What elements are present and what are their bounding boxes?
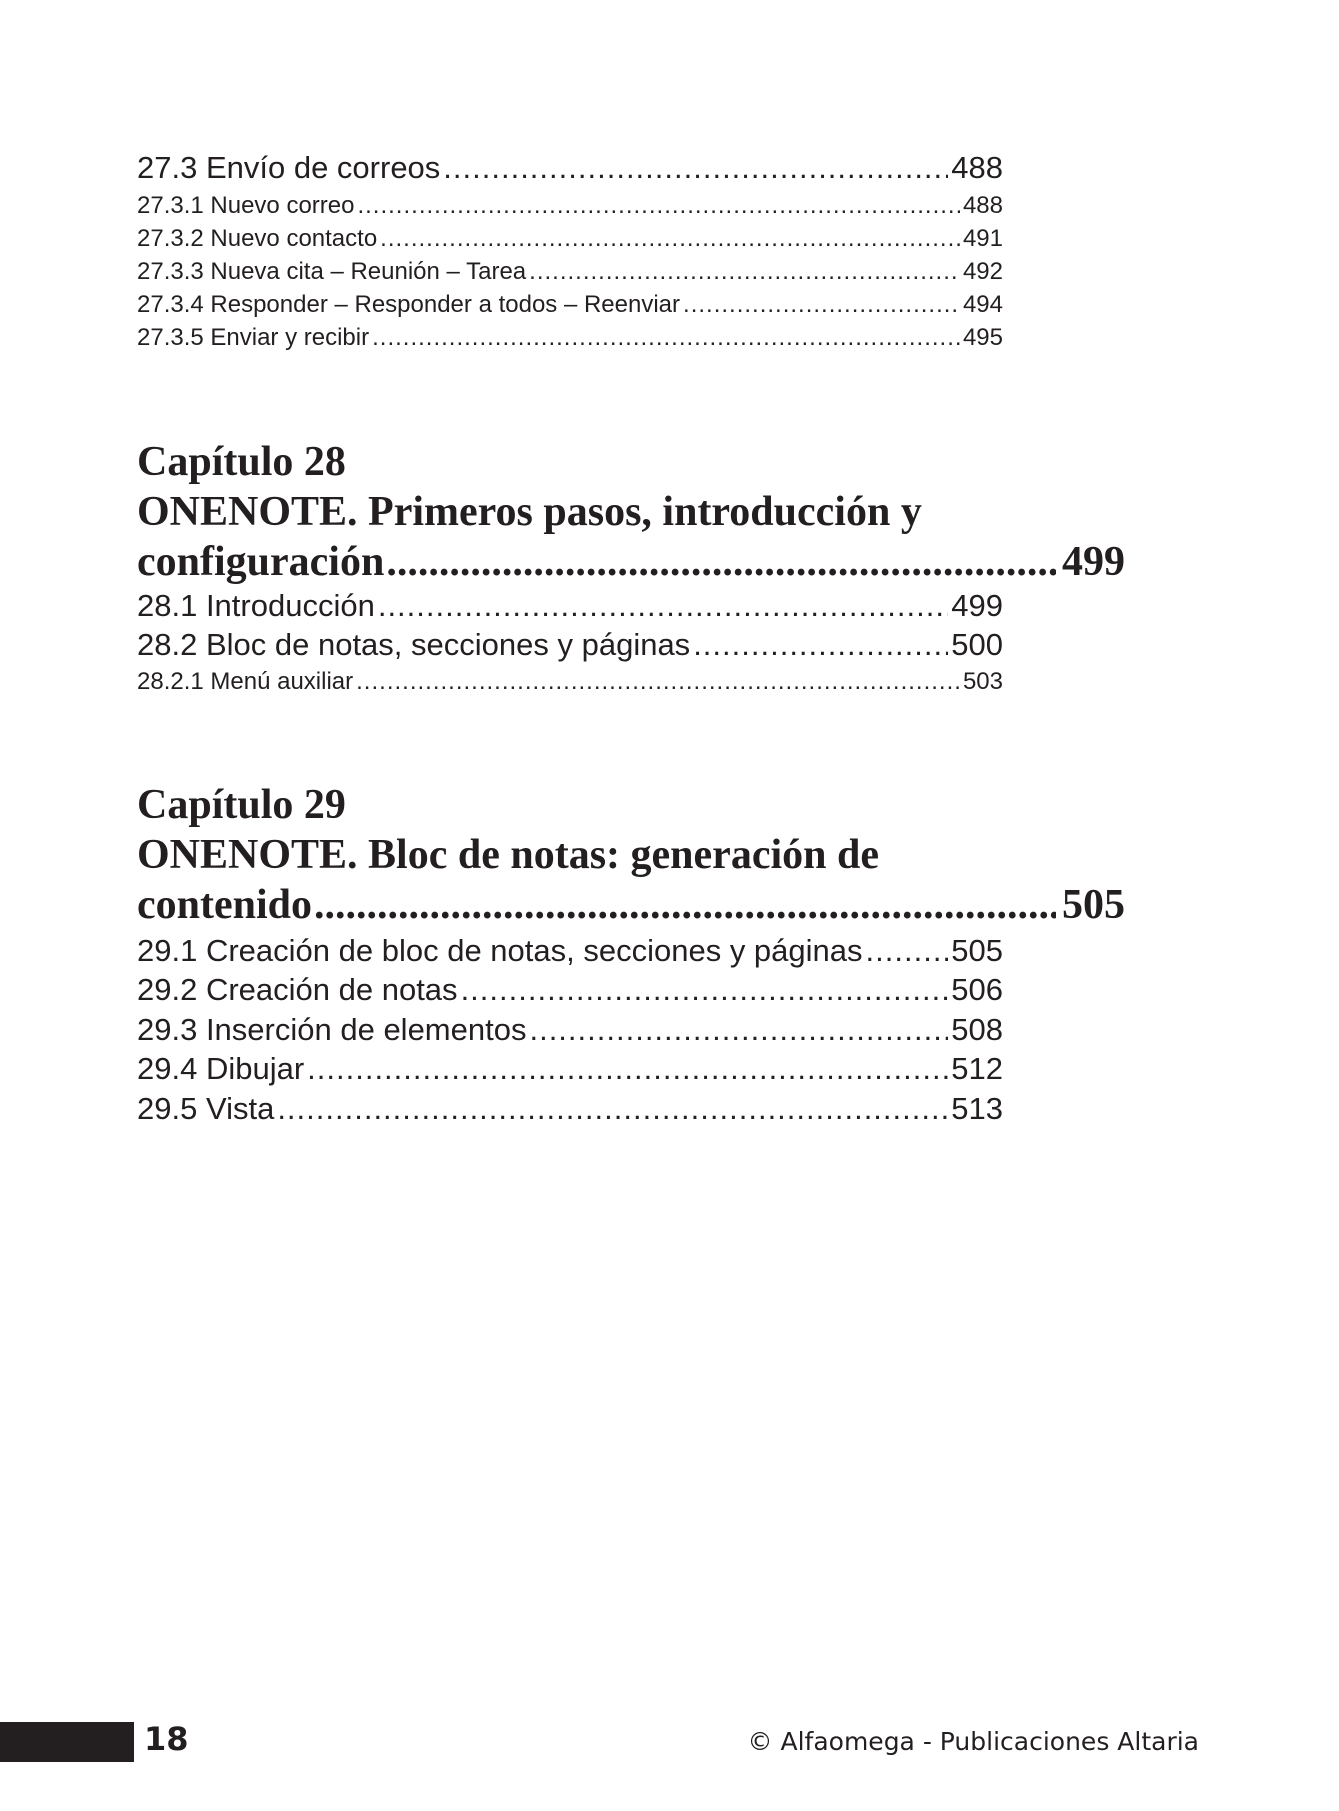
toc-entry-page: 508	[951, 1012, 1003, 1047]
dot-leader	[683, 291, 960, 319]
dot-leader	[386, 538, 1056, 586]
toc-entry-page: 492	[962, 258, 1003, 285]
chapter-title-row	[137, 881, 1125, 929]
toc-entry	[137, 627, 1003, 663]
toc-entry-title: 28.1 Introducción	[137, 588, 375, 623]
toc-entry-title: 29.4 Dibujar	[137, 1051, 305, 1086]
toc-entry	[137, 588, 1003, 624]
dot-leader	[372, 324, 960, 352]
chapter-title-end: contenido	[137, 882, 313, 928]
toc-entry	[137, 1012, 1003, 1048]
toc-entry	[137, 192, 1003, 220]
toc-entry	[137, 668, 1003, 696]
chapter-title-end: configuración	[137, 539, 385, 585]
toc-entry-title: 27.3.1 Nuevo correo	[137, 192, 355, 219]
publisher-credit: © Alfaomega - Publicaciones Altaria	[747, 1727, 1199, 1756]
toc-entry-title: 28.2.1 Menú auxiliar	[137, 668, 354, 695]
toc-entry-page: 503	[962, 668, 1003, 695]
dot-leader	[314, 881, 1056, 929]
dot-leader	[277, 1091, 948, 1127]
chapter-page: 505	[1062, 882, 1125, 928]
dot-leader	[866, 933, 949, 969]
dot-leader	[693, 627, 948, 663]
toc-entry-page: 505	[951, 933, 1003, 968]
toc-entry	[137, 1051, 1003, 1087]
chapter-number: Capítulo 29	[137, 782, 346, 828]
chapter-title: ONENOTE. Bloc de notas: generación de	[137, 832, 879, 878]
toc-entry-page: 500	[951, 627, 1003, 662]
toc-entry-title: 29.1 Creación de bloc de notas, secciones y páginas	[137, 933, 863, 968]
toc-entry-title: 27.3.5 Enviar y recibir	[137, 324, 370, 351]
toc-entry	[137, 291, 1003, 319]
toc-entry-page: 513	[951, 1091, 1003, 1126]
toc-entry-page: 491	[962, 225, 1003, 252]
chapter-title-row	[137, 538, 1125, 586]
dot-leader	[378, 588, 948, 624]
dot-leader	[461, 972, 949, 1008]
toc-entry-page: 488	[951, 150, 1003, 185]
toc-entry-title: 27.3 Envío de correos	[137, 150, 441, 185]
toc-entry	[137, 258, 1003, 286]
toc-entry	[137, 150, 1003, 186]
toc-entry	[137, 972, 1003, 1008]
chapter-title: ONENOTE. Primeros pasos, introducción y	[137, 489, 922, 535]
toc-entry-title: 29.2 Creación de notas	[137, 972, 458, 1007]
dot-leader	[307, 1051, 948, 1087]
chapter-number: Capítulo 28	[137, 439, 346, 485]
toc-entry-title: 28.2 Bloc de notas, secciones y páginas	[137, 627, 691, 662]
toc-entry	[137, 933, 1003, 969]
toc-entry-page: 495	[962, 324, 1003, 351]
toc-entry-title: 27.3.4 Responder – Responder a todos – Reenviar	[137, 291, 681, 318]
toc-entry-page: 506	[951, 972, 1003, 1007]
dot-leader	[443, 150, 948, 186]
toc-entry-page: 499	[951, 588, 1003, 623]
dot-leader	[529, 1012, 948, 1048]
page-number: 18	[144, 1720, 189, 1758]
toc-entry	[137, 1091, 1003, 1127]
dot-leader	[529, 258, 960, 286]
footer-bar	[0, 1722, 134, 1762]
toc-entry-page: 512	[951, 1051, 1003, 1086]
toc-entry	[137, 324, 1003, 352]
toc-entry-title: 29.5 Vista	[137, 1091, 275, 1126]
toc-entry-page: 488	[962, 192, 1003, 219]
toc-entry-page: 494	[962, 291, 1003, 318]
toc-entry-title: 27.3.3 Nueva cita – Reunión – Tarea	[137, 258, 527, 285]
dot-leader	[380, 225, 960, 253]
dot-leader	[357, 192, 959, 220]
toc-entry-title: 29.3 Inserción de elementos	[137, 1012, 527, 1047]
dot-leader	[356, 668, 960, 696]
toc-entry	[137, 225, 1003, 253]
toc-entry-title: 27.3.2 Nuevo contacto	[137, 225, 378, 252]
chapter-page: 499	[1062, 539, 1125, 585]
